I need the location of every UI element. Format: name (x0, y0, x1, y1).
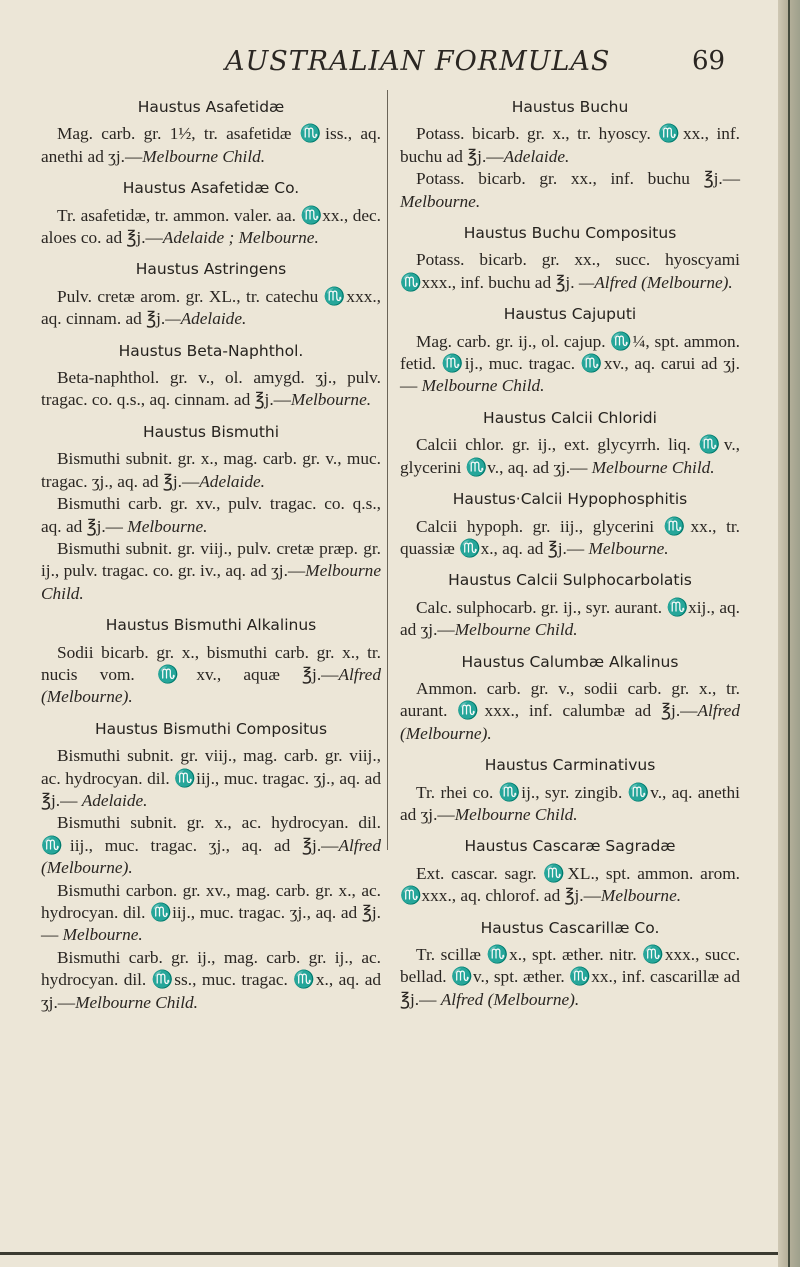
formula-ingredients: Tr. asafetidæ, tr. ammon. valer. aa. ♏xx., dec. aloes co. ad ℥j.— (41, 205, 381, 248)
formula-heading: Haustus Cascarillæ Co. (480, 918, 660, 937)
formula-ingredients: Calc. sulphocarb. gr. ij., syr. aurant. ♏xij., aq. ad ʒj.— (400, 597, 740, 640)
formula-ingredients: Tr. rhei co. ♏ij., syr. zingib. ♏v., aq. anethi ad ʒj.— (400, 782, 740, 824)
edge-line (788, 0, 790, 1267)
formula-heading: Haustus Asafetidæ Co. (122, 179, 300, 198)
formula-heading: Haustus Calumbæ Alkalinus (461, 652, 679, 671)
running-header: AUSTRALIAN FORMULAS (225, 46, 611, 77)
formula-text (400, 249, 740, 294)
formula-text (400, 434, 740, 479)
formula-text (400, 123, 740, 168)
formula-source: Alfred (Melbourne). (41, 664, 381, 707)
formula-text (400, 168, 740, 213)
bottom-rule (0, 1252, 778, 1255)
formula-ingredients: Potass. bicarb. gr. xx., inf. buchu ℥j.— (416, 169, 740, 189)
formula-text (41, 205, 381, 250)
formula-heading: Haustus Carminativus (484, 756, 656, 775)
formula-ingredients: Ext. cascar. sagr. ♏XL., spt. ammon. arom. ♏xxx., aq. chlorof. ad ℥j.— (400, 863, 740, 906)
formula-ingredients: Bismuthi subnit. gr. viij., pulv. cretæ præp. gr. ij., pulv. tragac. co. gr. iv., aq. ad ʒj.— (41, 538, 381, 581)
formula-source: Alfred (Melbourne). (41, 835, 381, 878)
formula-heading: Haustus Buchu Compositus (463, 224, 677, 243)
left-column (41, 96, 381, 1014)
formula-ingredients: Bismuthi carb. gr. ij., mag. carb. gr. ij., ac. hydrocyan. dil. ♏ss., muc. tragac. ♏x., aq. ad ʒj.— (41, 947, 381, 1012)
formula-heading: Haustus Calcii Sulphocarbolatis (448, 571, 692, 590)
formula-ingredients: Bismuthi subnit. gr. x., ac. hydrocyan. dil. ♏iij., muc. tragac. ʒj., aq. ad ℥j.— (41, 813, 381, 855)
formula-text (41, 745, 381, 812)
formula-text (400, 782, 740, 827)
formula-ingredients: Potass. bicarb. gr. xx., succ. hyoscyami ♏xxx., inf. buchu ad ℥j. (400, 250, 740, 292)
formula-heading: Haustus·Calcii Hypophosphitis (452, 490, 688, 509)
right-column (400, 96, 740, 1011)
page-number: 69 (692, 46, 726, 76)
formula-ingredients: Beta-naphthol. gr. v., ol. amygd. ʒj., pulv. tragac. co. q.s., aq. cinnam. ad ℥j.— (41, 368, 381, 410)
formula-text (400, 863, 740, 908)
formula-ingredients: Ammon. carb. gr. v., sodii carb. gr. x., tr. aurant. ♏xxx., inf. calumbæ ad ℥j.— (400, 678, 740, 721)
formula-text (400, 597, 740, 642)
formula-text (400, 678, 740, 745)
formula-source: Melbourne Child. (41, 561, 381, 603)
formula-ingredients: Tr. scillæ ♏x., spt. æther. nitr. ♏xxx., succ. bellad. ♏v., spt. æther. ♏xx., inf. cascarillæ ad ℥j.— (400, 945, 740, 1009)
formula-source: Melbourne Child. (142, 146, 266, 166)
formula-text (41, 880, 381, 947)
formula-heading: Haustus Beta-Naphthol. (118, 341, 304, 360)
formula-text (400, 516, 740, 561)
formula-source: —Alfred (Melbourne). (578, 272, 733, 292)
formula-source: Adelaide ; Melbourne. (162, 228, 319, 248)
formula-ingredients: Bismuthi subnit. gr. viij., mag. carb. gr. viij., ac. hydrocyan. dil. ♏iij., muc. tragac. ʒj., aq. ad ℥j.— (41, 746, 381, 810)
formula-heading: Haustus Bismuthi Alkalinus (105, 616, 317, 635)
formula-ingredients: Mag. carb. gr. 1½, tr. asafetidæ ♏iss., aq. anethi ad ʒj.— (41, 124, 381, 166)
formula-source: Melbourne. (400, 191, 481, 211)
column-divider (387, 90, 388, 850)
formula-source: Melbourne. (290, 390, 372, 410)
formula-text (400, 944, 740, 1011)
formula-heading: Haustus Astringens (135, 260, 287, 279)
formula-source: Melbourne Child. (454, 804, 578, 824)
formula-source: Adelaide. (503, 146, 570, 166)
formula-ingredients: Mag. carb. gr. ij., ol. cajup. ♏¼, spt. ammon. fetid. ♏ij., muc. tragac. ♏xv., aq. carui ad ʒj.— (400, 331, 740, 396)
formula-text (41, 448, 381, 493)
formula-heading: Haustus Calcii Chloridi (483, 408, 657, 427)
formula-text (41, 286, 381, 331)
formula-ingredients: Calcii hypoph. gr. iij., glycerini ♏xx., tr. quassiæ ♏x., aq. ad ℥j.— (400, 516, 740, 558)
formula-heading: Haustus Cajuputi (503, 305, 637, 324)
formula-source: Adelaide. (81, 790, 148, 810)
formula-source: Alfred (Melbourne). (400, 701, 740, 743)
formula-ingredients: Bismuthi carb. gr. xv., pulv. tragac. co. q.s., aq. ad ℥j.— (41, 494, 381, 536)
formula-text (41, 812, 381, 879)
formula-source: Alfred (Melbourne). (440, 989, 580, 1009)
formula-ingredients: Pulv. cretæ arom. gr. XL., tr. catechu ♏xxx., aq. cinnam. ad ℥j. (41, 286, 381, 329)
formula-heading: Haustus Cascaræ Sagradæ (464, 837, 676, 856)
formula-heading: Haustus Asafetidæ (137, 98, 285, 116)
formula-ingredients: Calcii chlor. gr. ij., ext. glycyrrh. liq. ♏v., glycerini ♏v., aq. ad ʒj.— (400, 435, 740, 477)
formula-source: Melbourne. (127, 516, 208, 536)
formula-text (41, 642, 381, 709)
formula-source: Melbourne Child. (421, 376, 545, 396)
formula-source: —Adelaide. (165, 309, 247, 329)
formula-text (41, 123, 381, 168)
formula-heading: Haustus Bismuthi (142, 422, 280, 441)
formula-source: Melbourne Child. (75, 992, 198, 1012)
formula-text (41, 493, 381, 538)
formula-text (41, 538, 381, 605)
formula-source: Melbourne. (62, 925, 143, 945)
formula-ingredients: Potass. bicarb. gr. x., tr. hyoscy. ♏xx., inf. buchu ad ℥j.— (400, 124, 740, 166)
formula-ingredients: Sodii bicarb. gr. x., bismuthi carb. gr. x., tr. nucis vom. ♏xv., aquæ ℥j.— (41, 642, 381, 684)
formula-heading: Haustus Bismuthi Compositus (94, 719, 328, 738)
formula-source: Melbourne Child. (591, 457, 715, 477)
formula-source: Adelaide. (199, 471, 265, 491)
formula-ingredients: Bismuthi carbon. gr. xv., mag. carb. gr. x., ac. hydrocyan. dil. ♏iij., muc. tragac. ʒj., aq. ad ℥j.— (41, 880, 381, 945)
formula-text (41, 367, 381, 412)
formula-source: Melbourne Child. (454, 620, 578, 640)
formula-text (400, 331, 740, 398)
formula-source: Melbourne. (600, 886, 682, 906)
book-edge (778, 0, 800, 1267)
formula-source: Melbourne. (588, 538, 669, 558)
formula-text (41, 947, 381, 1014)
formula-heading: Haustus Buchu (511, 98, 629, 116)
formula-ingredients: Bismuthi subnit. gr. x., mag. carb. gr. v., muc. tragac. ʒj., aq. ad ℥j.— (41, 449, 381, 491)
